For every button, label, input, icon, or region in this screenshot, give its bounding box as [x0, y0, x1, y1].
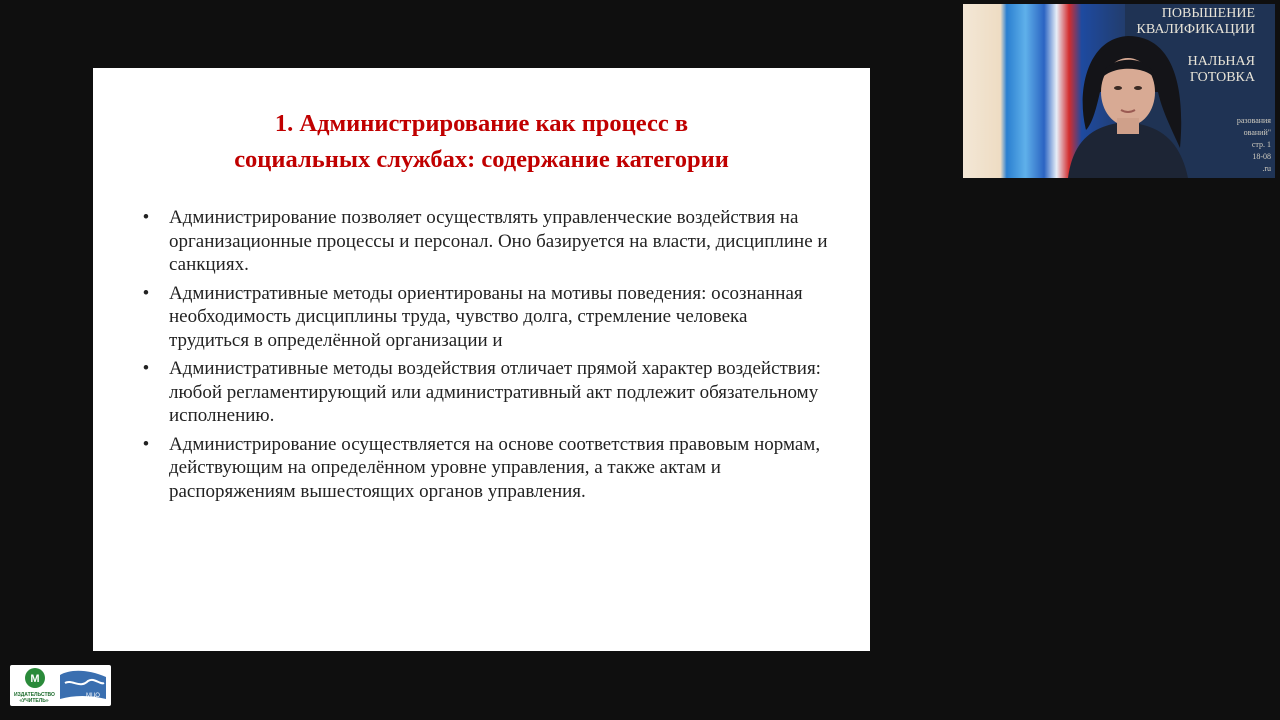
presentation-slide	[93, 68, 870, 651]
bullet-text: Администрирование позволяет осуществлять управленческие воздействия на организационные процессы и персонал. Оно базируется на власти, дисциплине и санкциях.	[169, 207, 828, 275]
bullet-item	[139, 433, 829, 504]
banner-small-5: .ru	[1262, 164, 1271, 173]
banner-small-4: 18-08	[1252, 152, 1271, 161]
slide-title-line-1: 1. Администрирование как процесс в	[274, 110, 689, 137]
banner-small-3: стр. 1	[1251, 140, 1271, 149]
bullet-marker: •	[142, 358, 150, 379]
presenter-image	[1048, 30, 1203, 178]
bullet-text: Административные методы воздействия отличает прямой характер воздействия: любой регламентирующий или административный акт подлежит обязательному исполнению.	[169, 358, 821, 426]
svg-text:М: М	[30, 673, 40, 685]
bullet-text: Административные методы ориентированы на мотивы поведения: осознанная необходимость дисциплины труда, чувство долга, стремление человека трудиться в определённой организации и	[169, 282, 803, 351]
banner-text-line-3: НАЛЬНАЯ	[1187, 54, 1255, 69]
bullet-item	[139, 206, 829, 277]
svg-text:МЦО: МЦО	[86, 693, 100, 699]
logo-caption-line-2: «УЧИТЕЛЬ»	[19, 698, 49, 704]
bullet-marker: •	[142, 282, 150, 304]
bullet-list	[139, 206, 829, 508]
logo-caption-line-1: ИЗДАТЕЛЬСТВО	[14, 692, 55, 698]
bullet-item	[139, 357, 829, 428]
banner-small-1: разования	[1236, 116, 1271, 125]
bullet-marker: •	[142, 207, 150, 228]
publisher-logo	[10, 665, 111, 706]
logo-caption	[14, 692, 54, 704]
bullet-text: Администрирование осуществляется на основе соответствия правовым нормам, действующим на определённом уровне управления, а также актам и распоряжениям вышестоящих органов управления.	[169, 433, 821, 502]
banner-small-2: ований"	[1243, 128, 1271, 137]
slide-title-line-2: социальных службах: содержание категории	[234, 146, 729, 173]
banner-text-line-4: ГОТОВКА	[1189, 70, 1255, 85]
slide-title	[93, 106, 870, 178]
webcam-video-feed[interactable]	[963, 4, 1275, 178]
banner-text-line-1: ПОВЫШЕНИЕ	[1161, 6, 1255, 21]
bullet-item	[139, 282, 829, 353]
bullet-marker: •	[142, 433, 150, 455]
banner-text-line-2: КВАЛИФИКАЦИИ	[1136, 22, 1255, 37]
